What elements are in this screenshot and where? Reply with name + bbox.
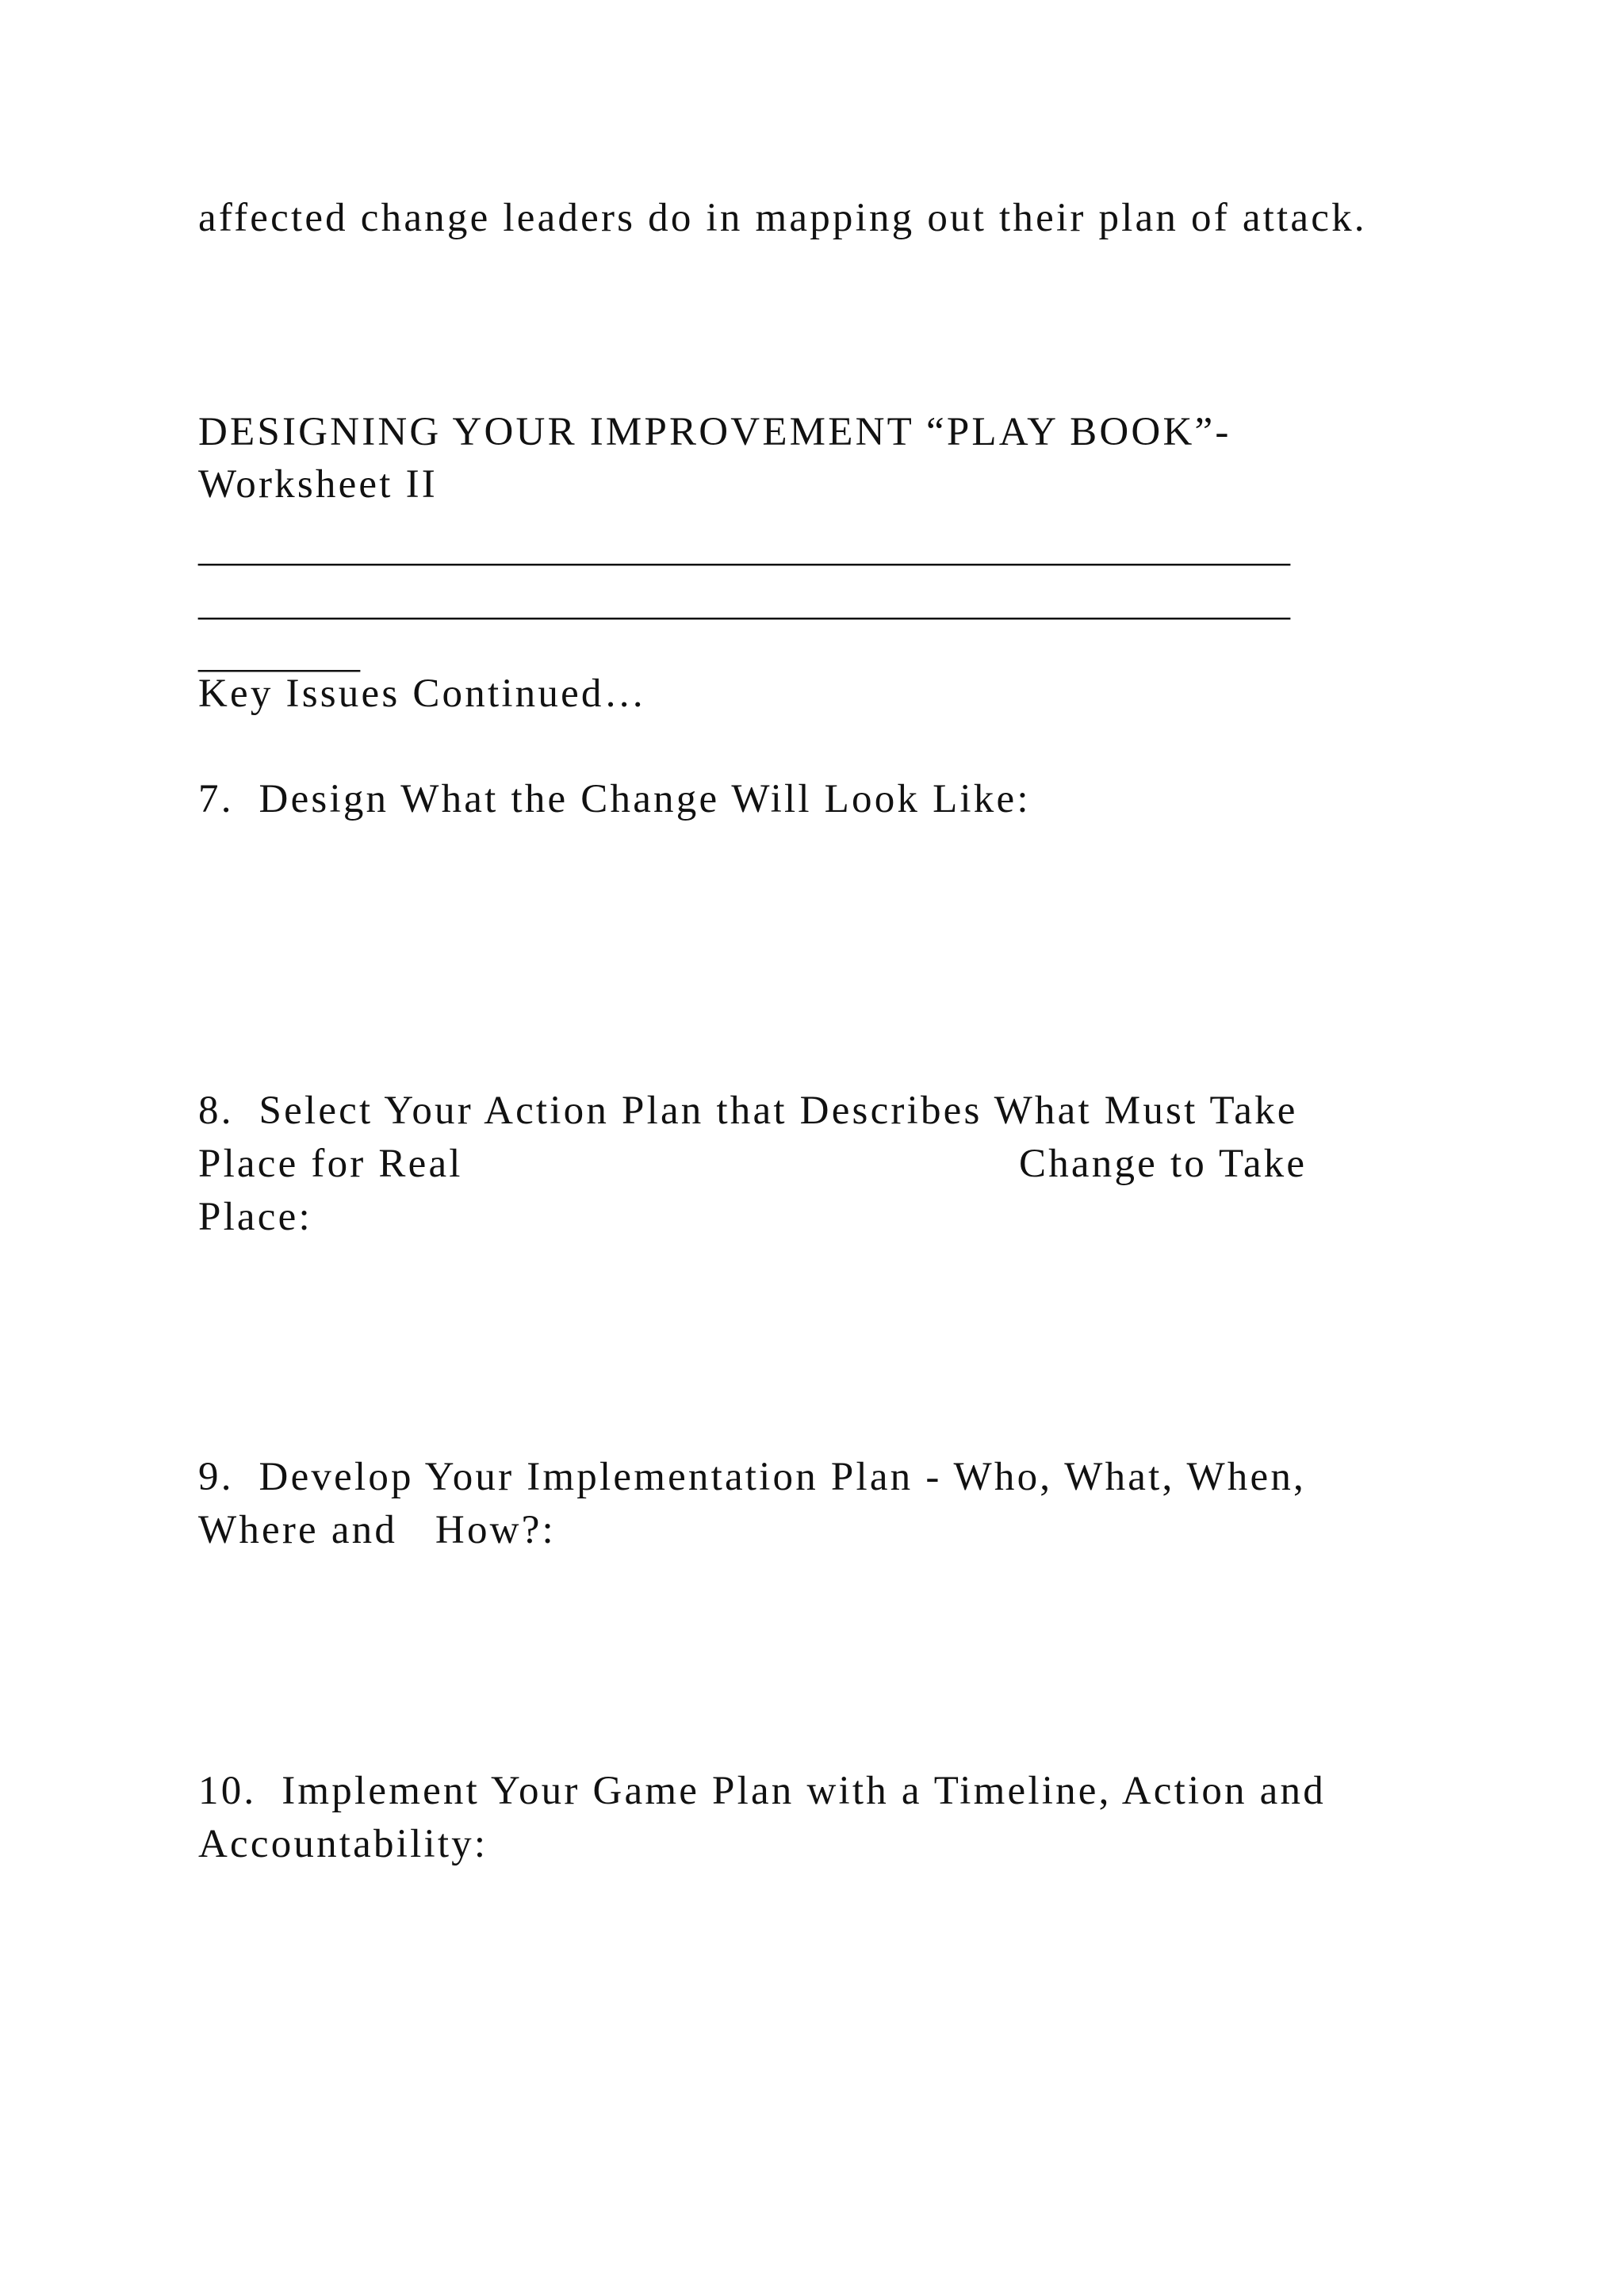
item-8: 8. Select Your Action Plan that Describes What Must Take bbox=[198, 1089, 1298, 1133]
item-9: 9. Develop Your Implementation Plan - Who, What, When, bbox=[198, 1455, 1306, 1499]
item-8-continued: Change to Take bbox=[1019, 1142, 1308, 1186]
worksheet-heading-subtitle: Worksheet II bbox=[198, 462, 438, 507]
item-7: 7. Design What the Change Will Look Like: bbox=[198, 777, 1031, 821]
divider-rule: ________ bbox=[198, 632, 360, 676]
divider-rule: ______________________________________________________ bbox=[198, 580, 1290, 624]
item-9-continued: Where and How?: bbox=[198, 1508, 556, 1552]
item-8-continued: Place: bbox=[198, 1195, 312, 1239]
intro-text: affected change leaders do in mapping out their plan of attack. bbox=[198, 196, 1367, 240]
item-10: 10. Implement Your Game Plan with a Timeline, Action and bbox=[198, 1769, 1326, 1813]
divider-rule: ______________________________________________________ bbox=[198, 526, 1290, 570]
section-subheading: Key Issues Continued… bbox=[198, 672, 647, 716]
worksheet-heading: DESIGNING YOUR IMPROVEMENT “PLAY BOOK”- bbox=[198, 410, 1231, 454]
item-10-continued: Accountability: bbox=[198, 1822, 488, 1866]
item-8-continued: Place for Real bbox=[198, 1142, 463, 1186]
